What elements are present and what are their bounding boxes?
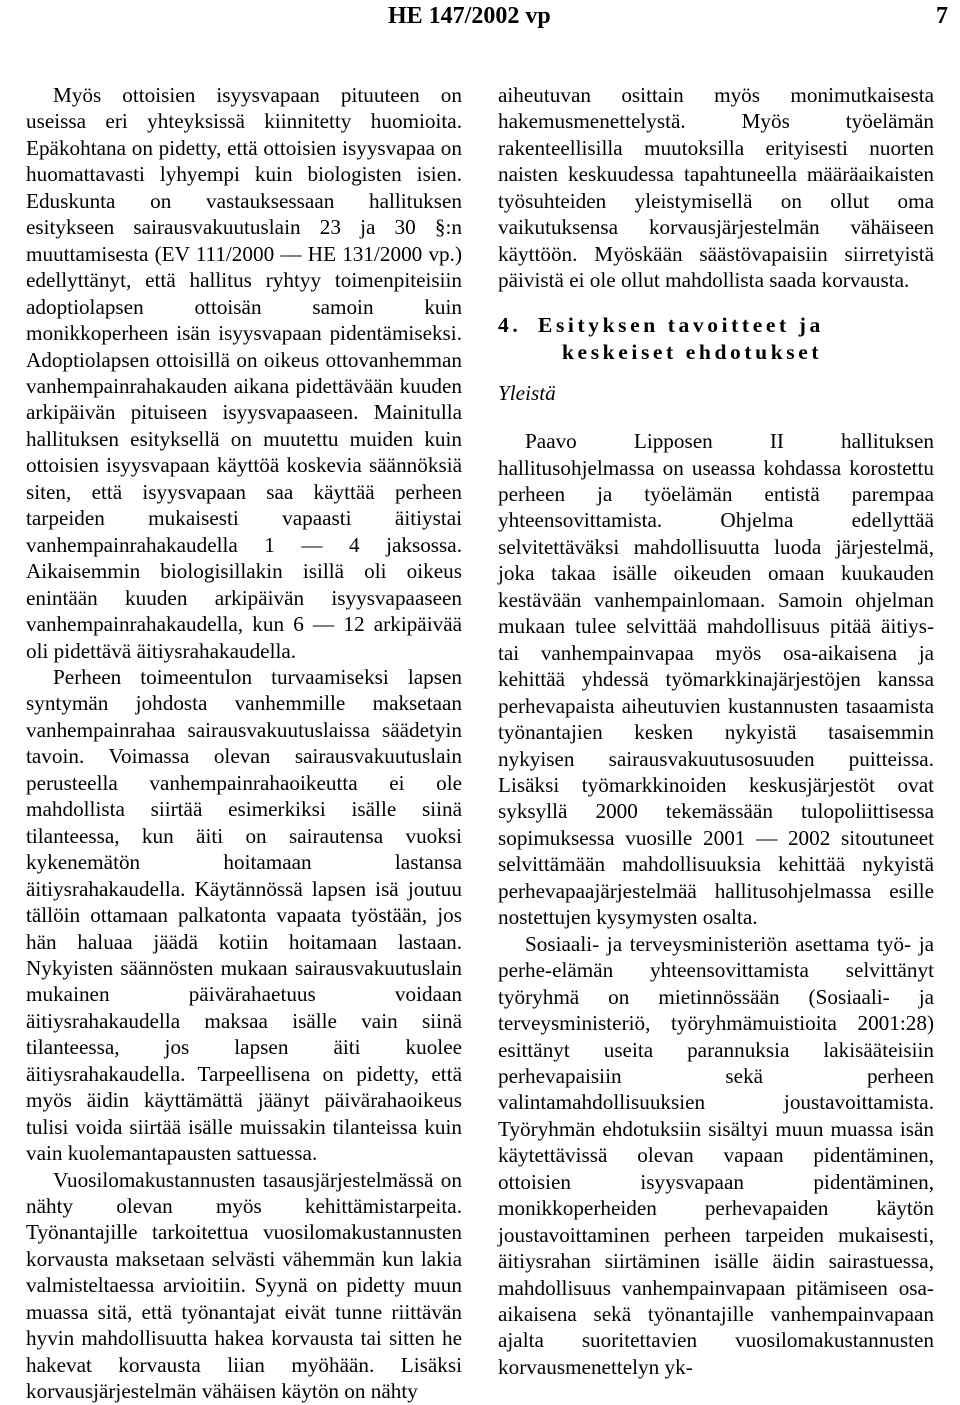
- paragraph: Paavo Lipposen II hallituksen hallitusohjelmassa on useassa kohdassa korostettu perheen ja työelämän entistä parempaa yhteensovittamista. Ohjelma edellyttää selvitettäväksi mahdollisuutta luoda järjestelmä, joka takaa isälle oikeuden omaan kuukauden kestävään vanhempainlomaan. Samoin ohjelman mukaan tulee selvittää mahdollisuus pitää äitiys- tai vanhempainvapaa myös osa-aikaisena ja kehittää yhdessä työmarkkinajärjestöjen kanssa perhevapaista aiheutuvien kustannusten tasaamista työnantajien kesken nykyistä tasaisemmin nykyisen sairausvakuutusosuuden puitteissa. Lisäksi työmarkkinoiden keskusjärjestöt ovat syksyllä 2000 tekemässään tulopoliittisessa sopimuksessa vuosille 2001 — 2002 sitoutuneet selvittämään mahdollisuuksia kehittää nykyistä perhevapaajärjestelmää hallitusohjelmassa esille nostettujen kysymysten osalta.: [498, 429, 934, 930]
- section-title: Esityksen tavoitteet ja keskeiset ehdotukset: [538, 312, 824, 364]
- document-id: HE 147/2002 vp: [388, 3, 551, 29]
- paragraph: Myös ottoisien isyysvapaan pituuteen on useissa eri yhteyksissä kiinnitetty huomioita. Epäkohtana on pidetty, että ottoisien isyysvapaa on huomattavasti lyhyempi kuin biologisten isien. Eduskunta on vastauksessaan hallituksen esitykseen sairausvakuutuslain 23 ja 30 §:n muuttamisesta (EV 111/2000 — HE 131/2000 vp.) edellyttänyt, että hallitus ryhtyy toimenpiteisiin adoptiolapsen ottoisän samoin kuin monikkoperheen isän isyysvapaan pidentämiseksi. Adoptiolapsen ottoisillä on oikeus ottovanhemman vanhempainrahakauden aikana pidettävään kuuden arkipäivän pituiseen isyysvapaaseen. Mainitulla hallituksen esityksellä on muutettu muiden kuin ottoisien isyysvapaan käyttöä koskevia säännöksiä siten, että isyysvapaan saa käyttää perheen tarpeiden mukaisesti vapaasti äitiystai vanhempainrahakaudella 1 — 4 jaksossa. Aikaisemmin biologisillakin isillä oli oikeus enintään kuuden arkipäivän isyysvapaaseen vanhempainrahakaudella, kun 6 — 12 arkipäivää oli pidettävä äitiysrahakaudella.: [26, 83, 462, 663]
- paragraph: Sosiaali- ja terveysministeriön asettama työ- ja perhe-elämän yhteensovittamista selvittänyt työryhmä on mietinnössään (Sosiaali- ja terveysministeriö, työryhmämuistioita 2001:28) esittänyt useita parannuksia lakisääteisiin perhevapaisiin sekä perheen valintamahdollisuuksien joustavoittamista. Työryhmän ehdotuksiin sisältyi muun muassa isän käytettävissä olevan vapaan pidentäminen, ottoisien isyysvapaan pidentäminen, monikkoperheiden perhevapaiden käytön joustavoittaminen perheen tarpeiden mukaisesti, äitiysrahan siirtäminen isälle äidin sairastuessa, mahdollisuus vanhempainvapaan pitämiseen osa-aikaisena sekä työnantajille vanhempainvapaan ajalta suoritettavien vuosilomakustannusten korvausmenettelyn yk-: [498, 931, 934, 1379]
- paragraph: Vuosilomakustannusten tasausjärjestelmässä on nähty olevan myös kehittämistarpeita. Työnantajille tarkoitettua vuosilomakustannusten korvausta maksetaan selvästi vähemmän kun lakia valmisteltaessa arvioitiin. Syynä on pidetty muun muassa sitä, että työnantajat eivät tunne riittävän hyvin mahdollisuutta hakea korvausta tai sitten he hakevat korvausta liian myöhään. Lisäksi korvausjärjestelmän vähäisen käytön on nähty: [26, 1167, 462, 1404]
- section-heading: [498, 312, 934, 366]
- continued-paragraph: aiheutuvan osittain myös monimutkaisesta hakemusmenettelystä. Myös työelämän rakenteellisilla muutoksilla erityisesti nuorten naisten keskuudessa tapahtuneella määräaikaisten työsuhteiden yleistymisellä on ollut oma vaikutuksensa korvausjärjestelmän vähäiseen käyttöön. Myöskään säästövapaisiin siirretyistä päivistä ei ole ollut mahdollista saada korvausta.: [498, 83, 934, 293]
- subheading: Yleistä: [498, 380, 556, 405]
- paragraph: Perheen toimeentulon turvaamiseksi lapsen syntymän johdosta vanhemmille maksetaan vanhempainrahaa sairausvakuutuslaissa säädetyin tavoin. Voimassa olevan sairausvakuutuslain perusteella vanhempainrahaoikeutta ei ole mahdollista siirtää esimerkiksi isälle siinä tilanteessa, kun äiti on sairautensa vuoksi kykenemätön hoitamaan lastansa äitiysrahakaudella. Käytännössä lapsen isä joutuu tällöin ottamaan palkatonta vapaata työstään, jos hän haluaa jäädä kotiin hoitamaan lastaan. Nykyisten säännösten mukaan sairausvakuutuslain mukainen päivärahaetuus voidaan äitiysrahakaudella maksaa isälle vain siinä tilanteessa, jos lapsen äiti kuolee äitiysrahakaudella. Tarpeellisena on pidetty, että myös äidin käyttämättä jäänyt päivärahaoikeus tulisi voida siirtää isälle muissakin tilanteissa kuin vain kuolemantapausten sattuessa.: [26, 664, 462, 1166]
- left-column: [26, 82, 462, 1405]
- page-number: 7: [936, 3, 948, 29]
- section-number: 4.: [498, 312, 522, 337]
- page-header: [0, 0, 960, 40]
- right-column: [498, 82, 934, 1380]
